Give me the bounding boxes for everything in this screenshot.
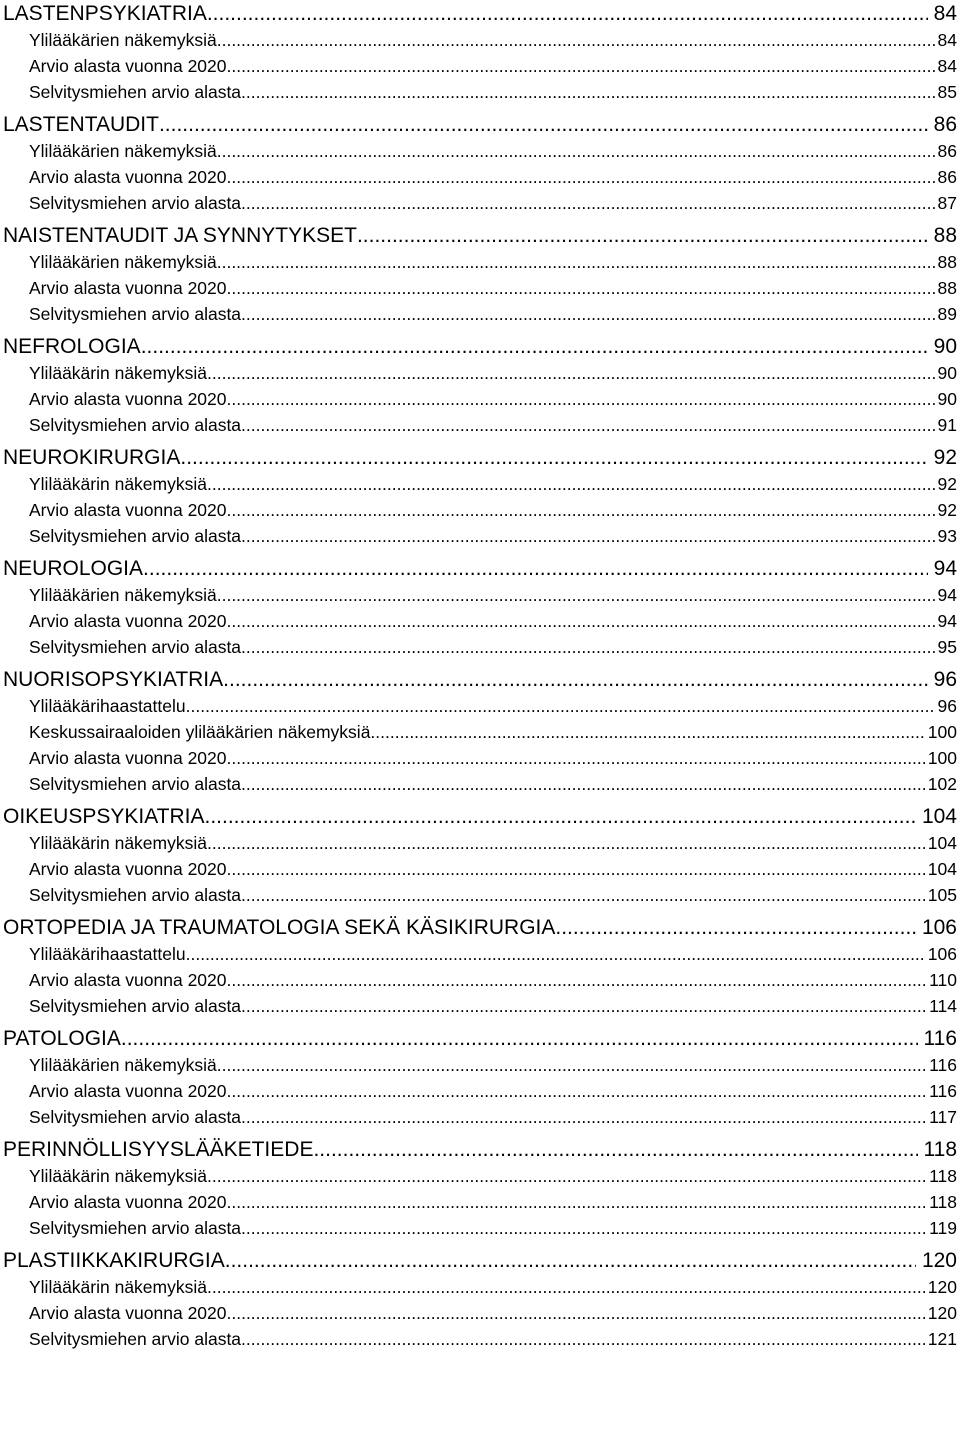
toc-subentry[interactable] <box>3 360 957 386</box>
toc-subentry-page: 106 <box>927 944 957 964</box>
toc-heading-title: NEUROLOGIA <box>3 557 144 580</box>
toc-subentry-title: Ylilääkärin näkemyksiä <box>29 474 207 494</box>
toc-subentry-page: 105 <box>927 885 957 905</box>
dot-leader <box>207 360 936 386</box>
toc-heading-page: 88 <box>933 224 957 247</box>
dot-leader <box>227 497 936 523</box>
dot-leader <box>159 111 928 138</box>
toc-subentry[interactable] <box>3 1052 957 1078</box>
toc-subentry-page: 89 <box>937 304 957 324</box>
toc-subentry[interactable] <box>3 1326 957 1352</box>
dot-leader <box>217 138 936 164</box>
toc-heading-entry[interactable] <box>3 555 957 582</box>
dot-leader <box>227 967 928 993</box>
toc-heading-title: OIKEUSPSYKIATRIA <box>3 805 205 828</box>
dot-leader <box>241 634 935 660</box>
toc-subentry-page: 92 <box>937 474 957 494</box>
toc-subentry-page: 120 <box>927 1277 957 1297</box>
toc-heading-entry[interactable] <box>3 333 957 360</box>
toc-subentry-page: 90 <box>937 389 957 409</box>
toc-subentry[interactable] <box>3 993 957 1019</box>
toc-subentry-title: Selvitysmiehen arvio alasta <box>29 304 242 324</box>
toc-heading-entry[interactable] <box>3 914 957 941</box>
dot-leader <box>207 1163 927 1189</box>
toc-subentry-title: Selvitysmiehen arvio alasta <box>29 526 242 546</box>
dot-leader <box>141 333 928 360</box>
dot-leader <box>143 555 928 582</box>
dot-leader <box>241 1326 926 1352</box>
dot-leader <box>357 222 928 249</box>
toc-heading-title: NUORISOPSYKIATRIA <box>3 668 224 691</box>
toc-subentry-page: 95 <box>937 637 957 657</box>
toc-section <box>3 666 957 797</box>
toc-subentry-title: Selvitysmiehen arvio alasta <box>29 193 242 213</box>
toc-heading-page: 92 <box>933 446 957 469</box>
toc-subentry[interactable] <box>3 412 957 438</box>
dot-leader <box>555 914 916 941</box>
dot-leader <box>241 301 935 327</box>
toc-subentry-title: Selvitysmiehen arvio alasta <box>29 82 242 102</box>
dot-leader <box>207 471 936 497</box>
toc-subentry-page: 117 <box>929 1107 957 1127</box>
toc-heading-page: 96 <box>933 668 957 691</box>
toc-heading-title: LASTENPSYKIATRIA <box>3 2 207 25</box>
toc-subentry-title: Ylilääkärin näkemyksiä <box>29 1166 207 1186</box>
toc-subentry-page: 110 <box>929 970 957 990</box>
toc-subentry-page: 119 <box>929 1218 957 1238</box>
toc-subentry[interactable] <box>3 79 957 105</box>
toc-subentry-title: Arvio alasta vuonna 2020 <box>29 1081 227 1101</box>
toc-heading-page: 120 <box>921 1249 957 1272</box>
toc-heading-entry[interactable] <box>3 0 957 27</box>
toc-subentry-page: 100 <box>927 748 957 768</box>
toc-heading-title: NEFROLOGIA <box>3 335 141 358</box>
dot-leader <box>217 1052 927 1078</box>
dot-leader <box>241 993 927 1019</box>
toc-subentry[interactable] <box>3 882 957 908</box>
toc-heading-title: LASTENTAUDIT <box>3 113 159 136</box>
toc-heading-entry[interactable] <box>3 222 957 249</box>
toc-subentry-page: 88 <box>937 278 957 298</box>
toc-subentry-title: Arvio alasta vuonna 2020 <box>29 611 227 631</box>
dot-leader <box>227 275 936 301</box>
toc-subentry[interactable] <box>3 386 957 412</box>
toc-subentry[interactable] <box>3 1274 957 1300</box>
toc-subentry-page: 102 <box>927 774 957 794</box>
toc-subentry[interactable] <box>3 1163 957 1189</box>
toc-subentry-page: 116 <box>929 1081 957 1101</box>
dot-leader <box>227 745 926 771</box>
toc-subentry-title: Selvitysmiehen arvio alasta <box>29 1329 242 1349</box>
dot-leader <box>241 1104 927 1130</box>
toc-subentry[interactable] <box>3 53 957 79</box>
toc-subentry-title: Ylilääkärin näkemyksiä <box>29 363 207 383</box>
toc-heading-entry[interactable] <box>3 111 957 138</box>
toc-heading-title: PLASTIIKKAKIRURGIA <box>3 1249 225 1272</box>
toc-subentry[interactable] <box>3 190 957 216</box>
dot-leader <box>227 1189 928 1215</box>
dot-leader <box>241 79 935 105</box>
toc-subentry-title: Arvio alasta vuonna 2020 <box>29 1303 227 1323</box>
toc-subentry[interactable] <box>3 275 957 301</box>
dot-leader <box>227 1300 926 1326</box>
toc-subentry-title: Ylilääkärien näkemyksiä <box>29 585 217 605</box>
toc-subentry[interactable] <box>3 693 957 719</box>
toc-subentry-title: Selvitysmiehen arvio alasta <box>29 415 242 435</box>
toc-heading-entry[interactable] <box>3 1247 957 1274</box>
toc-subentry-page: 88 <box>937 252 957 272</box>
dot-leader <box>241 1215 927 1241</box>
toc-heading-entry[interactable] <box>3 444 957 471</box>
toc-subentry-page: 104 <box>927 833 957 853</box>
dot-leader <box>217 249 936 275</box>
dot-leader <box>227 1078 928 1104</box>
dot-leader <box>225 1247 916 1274</box>
toc-heading-page: 116 <box>923 1027 957 1050</box>
dot-leader <box>241 523 935 549</box>
toc-section <box>3 333 957 438</box>
toc-subentry[interactable] <box>3 1104 957 1130</box>
dot-leader <box>227 386 936 412</box>
toc-subentry[interactable] <box>3 1189 957 1215</box>
toc-subentry-title: Ylilääkärin näkemyksiä <box>29 833 207 853</box>
toc-subentry[interactable] <box>3 856 957 882</box>
toc-heading-entry[interactable] <box>3 666 957 693</box>
toc-subentry-page: 118 <box>929 1192 957 1212</box>
toc-subentry[interactable] <box>3 301 957 327</box>
toc-subentry-title: Ylilääkärihaastattelu <box>29 944 186 964</box>
toc-subentry[interactable] <box>3 1300 957 1326</box>
toc-subentry-page: 86 <box>937 141 957 161</box>
toc-subentry-page: 85 <box>937 82 957 102</box>
toc-subentry-page: 94 <box>937 585 957 605</box>
toc-section <box>3 444 957 549</box>
toc-heading-entry[interactable] <box>3 803 957 830</box>
toc-subentry-title: Arvio alasta vuonna 2020 <box>29 748 227 768</box>
dot-leader <box>241 771 926 797</box>
dot-leader <box>217 27 936 53</box>
toc-heading-page: 118 <box>923 1138 957 1161</box>
toc-heading-title: PATOLOGIA <box>3 1027 121 1050</box>
dot-leader <box>186 941 926 967</box>
toc-subentry-title: Selvitysmiehen arvio alasta <box>29 637 242 657</box>
toc-subentry-page: 96 <box>937 696 957 716</box>
toc-subentry-page: 91 <box>937 415 957 435</box>
toc-subentry-title: Selvitysmiehen arvio alasta <box>29 1218 242 1238</box>
toc-section <box>3 222 957 327</box>
toc-subentry[interactable] <box>3 582 957 608</box>
toc-subentry-title: Arvio alasta vuonna 2020 <box>29 859 227 879</box>
toc-heading-title: NEUROKIRURGIA <box>3 446 181 469</box>
toc-subentry-title: Ylilääkärien näkemyksiä <box>29 1055 217 1075</box>
toc-section <box>3 1136 957 1241</box>
dot-leader <box>241 412 935 438</box>
toc-subentry-title: Ylilääkärien näkemyksiä <box>29 252 217 272</box>
dot-leader <box>227 856 926 882</box>
toc-subentry[interactable] <box>3 830 957 856</box>
toc-subentry-page: 86 <box>937 167 957 187</box>
toc-subentry[interactable] <box>3 634 957 660</box>
dot-leader <box>227 608 936 634</box>
dot-leader <box>313 1136 917 1163</box>
toc-subentry-title: Keskussairaaloiden ylilääkärien näkemyksiä <box>29 722 371 742</box>
toc-subentry-page: 118 <box>929 1166 957 1186</box>
toc-section <box>3 0 957 105</box>
toc-subentry-page: 116 <box>929 1055 957 1075</box>
toc-heading-entry[interactable] <box>3 1025 957 1052</box>
toc-heading-page: 86 <box>933 113 957 136</box>
toc-subentry[interactable] <box>3 771 957 797</box>
toc-heading-page: 106 <box>921 916 957 939</box>
toc-subentry-title: Ylilääkärihaastattelu <box>29 696 186 716</box>
toc-subentry[interactable] <box>3 249 957 275</box>
dot-leader <box>217 582 936 608</box>
toc-subentry-title: Arvio alasta vuonna 2020 <box>29 500 227 520</box>
toc-subentry-title: Arvio alasta vuonna 2020 <box>29 56 227 76</box>
toc-subentry-title: Ylilääkärien näkemyksiä <box>29 141 217 161</box>
toc-subentry-page: 84 <box>937 30 957 50</box>
toc-subentry[interactable] <box>3 27 957 53</box>
toc-subentry-title: Arvio alasta vuonna 2020 <box>29 389 227 409</box>
toc-subentry-title: Selvitysmiehen arvio alasta <box>29 996 242 1016</box>
toc-subentry-page: 114 <box>929 996 957 1016</box>
dot-leader <box>241 190 935 216</box>
toc-section <box>3 1025 957 1130</box>
toc-heading-title: ORTOPEDIA JA TRAUMATOLOGIA SEKÄ KÄSIKIRURGIA <box>3 916 556 939</box>
toc-subentry[interactable] <box>3 941 957 967</box>
toc-heading-page: 104 <box>921 805 957 828</box>
toc-heading-title: PERINNÖLLISYYSLÄÄKETIEDE <box>3 1138 314 1161</box>
toc-subentry-page: 93 <box>937 526 957 546</box>
toc-subentry-page: 87 <box>937 193 957 213</box>
dot-leader <box>205 803 916 830</box>
dot-leader <box>180 444 927 471</box>
dot-leader <box>370 719 925 745</box>
dot-leader <box>227 164 936 190</box>
toc-heading-title: NAISTENTAUDIT JA SYNNYTYKSET <box>3 224 357 247</box>
toc-subentry[interactable] <box>3 1215 957 1241</box>
toc-heading-page: 90 <box>933 335 957 358</box>
toc-subentry-title: Arvio alasta vuonna 2020 <box>29 278 227 298</box>
dot-leader <box>121 1025 918 1052</box>
toc-subentry-page: 100 <box>927 722 957 742</box>
toc-subentry[interactable] <box>3 967 957 993</box>
toc-subentry[interactable] <box>3 1078 957 1104</box>
toc-subentry[interactable] <box>3 523 957 549</box>
toc-subentry-page: 90 <box>937 363 957 383</box>
toc-subentry[interactable] <box>3 745 957 771</box>
dot-leader <box>207 830 926 856</box>
toc-heading-page: 84 <box>933 2 957 25</box>
toc-subentry-page: 121 <box>927 1329 957 1349</box>
toc-subentry-page: 120 <box>927 1303 957 1323</box>
toc-subentry-page: 94 <box>937 611 957 631</box>
toc-subentry-title: Arvio alasta vuonna 2020 <box>29 1192 227 1212</box>
toc-subentry[interactable] <box>3 497 957 523</box>
toc-subentry-page: 92 <box>937 500 957 520</box>
dot-leader <box>207 0 928 27</box>
toc-subentry-title: Selvitysmiehen arvio alasta <box>29 885 242 905</box>
dot-leader <box>227 53 936 79</box>
dot-leader <box>223 666 927 693</box>
toc-subentry-title: Arvio alasta vuonna 2020 <box>29 970 227 990</box>
toc-subentry-title: Ylilääkärien näkemyksiä <box>29 30 217 50</box>
toc-subentry[interactable] <box>3 138 957 164</box>
toc-subentry-page: 84 <box>937 56 957 76</box>
toc-subentry[interactable] <box>3 719 957 745</box>
toc-heading-entry[interactable] <box>3 1136 957 1163</box>
toc-subentry-title: Ylilääkärin näkemyksiä <box>29 1277 207 1297</box>
toc-subentry-title: Selvitysmiehen arvio alasta <box>29 1107 242 1127</box>
toc-subentry[interactable] <box>3 164 957 190</box>
toc-subentry[interactable] <box>3 608 957 634</box>
toc-heading-page: 94 <box>933 557 957 580</box>
toc-section <box>3 1247 957 1352</box>
dot-leader <box>207 1274 926 1300</box>
toc-section <box>3 803 957 908</box>
dot-leader <box>241 882 926 908</box>
dot-leader <box>186 693 936 719</box>
toc-subentry[interactable] <box>3 471 957 497</box>
toc-section <box>3 555 957 660</box>
toc-subentry-title: Arvio alasta vuonna 2020 <box>29 167 227 187</box>
toc-section <box>3 111 957 216</box>
toc-subentry-page: 104 <box>927 859 957 879</box>
toc-section <box>3 914 957 1019</box>
toc-subentry-title: Selvitysmiehen arvio alasta <box>29 774 242 794</box>
